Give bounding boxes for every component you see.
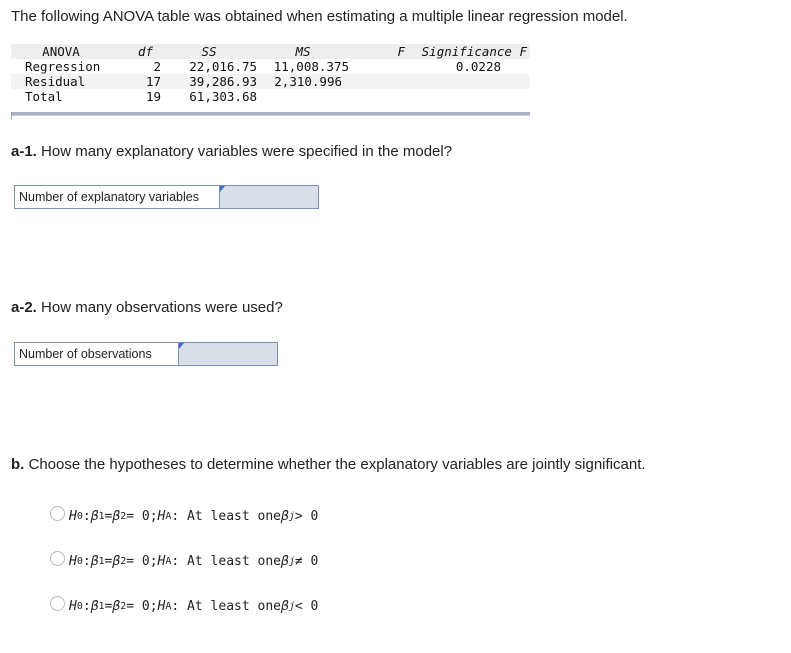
hypothesis-option-1[interactable] [50,509,318,524]
hypothesis-option-3[interactable] [50,599,318,614]
radio-button[interactable] [50,596,65,611]
alt-text: : At least one [171,554,281,569]
h-subscript: A [165,556,172,567]
h-symbol: H [157,554,166,569]
colon: : [82,554,91,569]
radio-button[interactable] [50,506,65,521]
h-subscript: A [165,601,172,612]
beta-subscript: 2 [120,556,127,567]
beta-symbol: β [90,599,99,614]
beta-symbol: β [112,554,121,569]
header-f: F [397,44,405,59]
operator: > 0 [294,509,319,524]
beta-subscript: j [288,556,295,567]
question-b-text: Choose the hypotheses to determine whether the explanatory variables are jointly significant. [24,456,646,473]
question-b-tag: b. [11,456,25,473]
cell-df: 2 [153,59,161,74]
anova-row-total [11,89,530,104]
equals: = [104,554,113,569]
operator: < 0 [294,599,319,614]
equals-zero: = 0; [126,509,158,524]
beta-symbol: β [90,554,99,569]
cell-ss: 22,016.75 [189,59,257,74]
answer-a2 [14,342,278,366]
beta-subscript: 2 [120,511,127,522]
question-a1 [11,143,452,160]
cell-source: Residual [25,74,86,89]
intro-text: The following ANOVA table was obtained when estimating a multiple linear regression model. [11,8,628,25]
anova-table [11,44,530,104]
header-df: df [137,44,153,59]
question-a1-text: How many explanatory variables were specified in the model? [36,143,453,160]
h-symbol: H [69,509,77,524]
cell-ms: 11,008.375 [273,59,349,74]
equals-zero: = 0; [126,554,158,569]
answer-a1 [14,185,319,209]
table-divider [11,112,530,116]
beta-symbol: β [280,554,289,569]
cell-source: Regression [25,59,101,74]
beta-subscript: 1 [98,601,105,612]
input-flag-icon [220,186,225,192]
alt-text: : At least one [171,599,281,614]
radio-button[interactable] [50,551,65,566]
question-a2 [11,299,283,316]
beta-subscript: j [288,511,295,522]
h-symbol: H [157,509,166,524]
cell-sig [405,89,530,104]
cell-ss: 39,286.93 [189,74,257,89]
cell-sig [405,74,530,89]
header-ss: SS [201,44,217,59]
cell-sig: 0.0228 [455,59,501,74]
cell-ms [257,89,349,104]
question-a2-text: How many observations were used? [36,299,283,316]
header-ms: MS [295,44,311,59]
question-a2-tag: a-2. [11,299,37,316]
cell-ss: 61,303.68 [189,89,257,104]
alt-text: : At least one [171,509,281,524]
beta-symbol: β [112,509,121,524]
anova-row-residual [11,74,530,89]
anova-header-row [11,44,530,59]
input-flag-icon [179,343,184,349]
cell-f [349,59,405,74]
header-anova: ANOVA [42,44,80,59]
cell-f [349,74,405,89]
equals-zero: = 0; [126,599,158,614]
hypothesis-option-2[interactable] [50,554,318,569]
beta-symbol: β [90,509,99,524]
explanatory-variables-input[interactable] [220,186,318,208]
beta-symbol: β [280,599,289,614]
beta-subscript: j [288,601,295,612]
cell-df: 19 [145,89,161,104]
beta-symbol: β [280,509,289,524]
h-symbol: H [69,554,77,569]
table-divider-tick [11,112,12,119]
h-subscript: A [165,511,172,522]
h-subscript: 0 [76,556,83,567]
beta-subscript: 2 [120,601,127,612]
h-symbol: H [157,599,166,614]
observations-input[interactable] [179,343,277,365]
cell-f [349,89,405,104]
beta-subscript: 1 [98,556,105,567]
beta-subscript: 1 [98,511,105,522]
question-a1-tag: a-1. [11,143,37,160]
cell-df: 17 [145,74,161,89]
answer-a1-label: Number of explanatory variables [15,186,220,208]
beta-symbol: β [112,599,121,614]
h-subscript: 0 [76,601,83,612]
colon: : [82,599,91,614]
anova-row-regression [11,59,530,74]
equals: = [104,509,113,524]
cell-ms: 2,310.996 [274,74,342,89]
answer-a2-label: Number of observations [15,343,179,365]
equals: = [104,599,113,614]
h-symbol: H [69,599,77,614]
h-subscript: 0 [76,511,83,522]
cell-source: Total [25,89,63,104]
question-b [11,456,646,473]
colon: : [82,509,91,524]
header-significance-f: Significance F [421,44,527,59]
operator: ≠ 0 [294,554,319,569]
